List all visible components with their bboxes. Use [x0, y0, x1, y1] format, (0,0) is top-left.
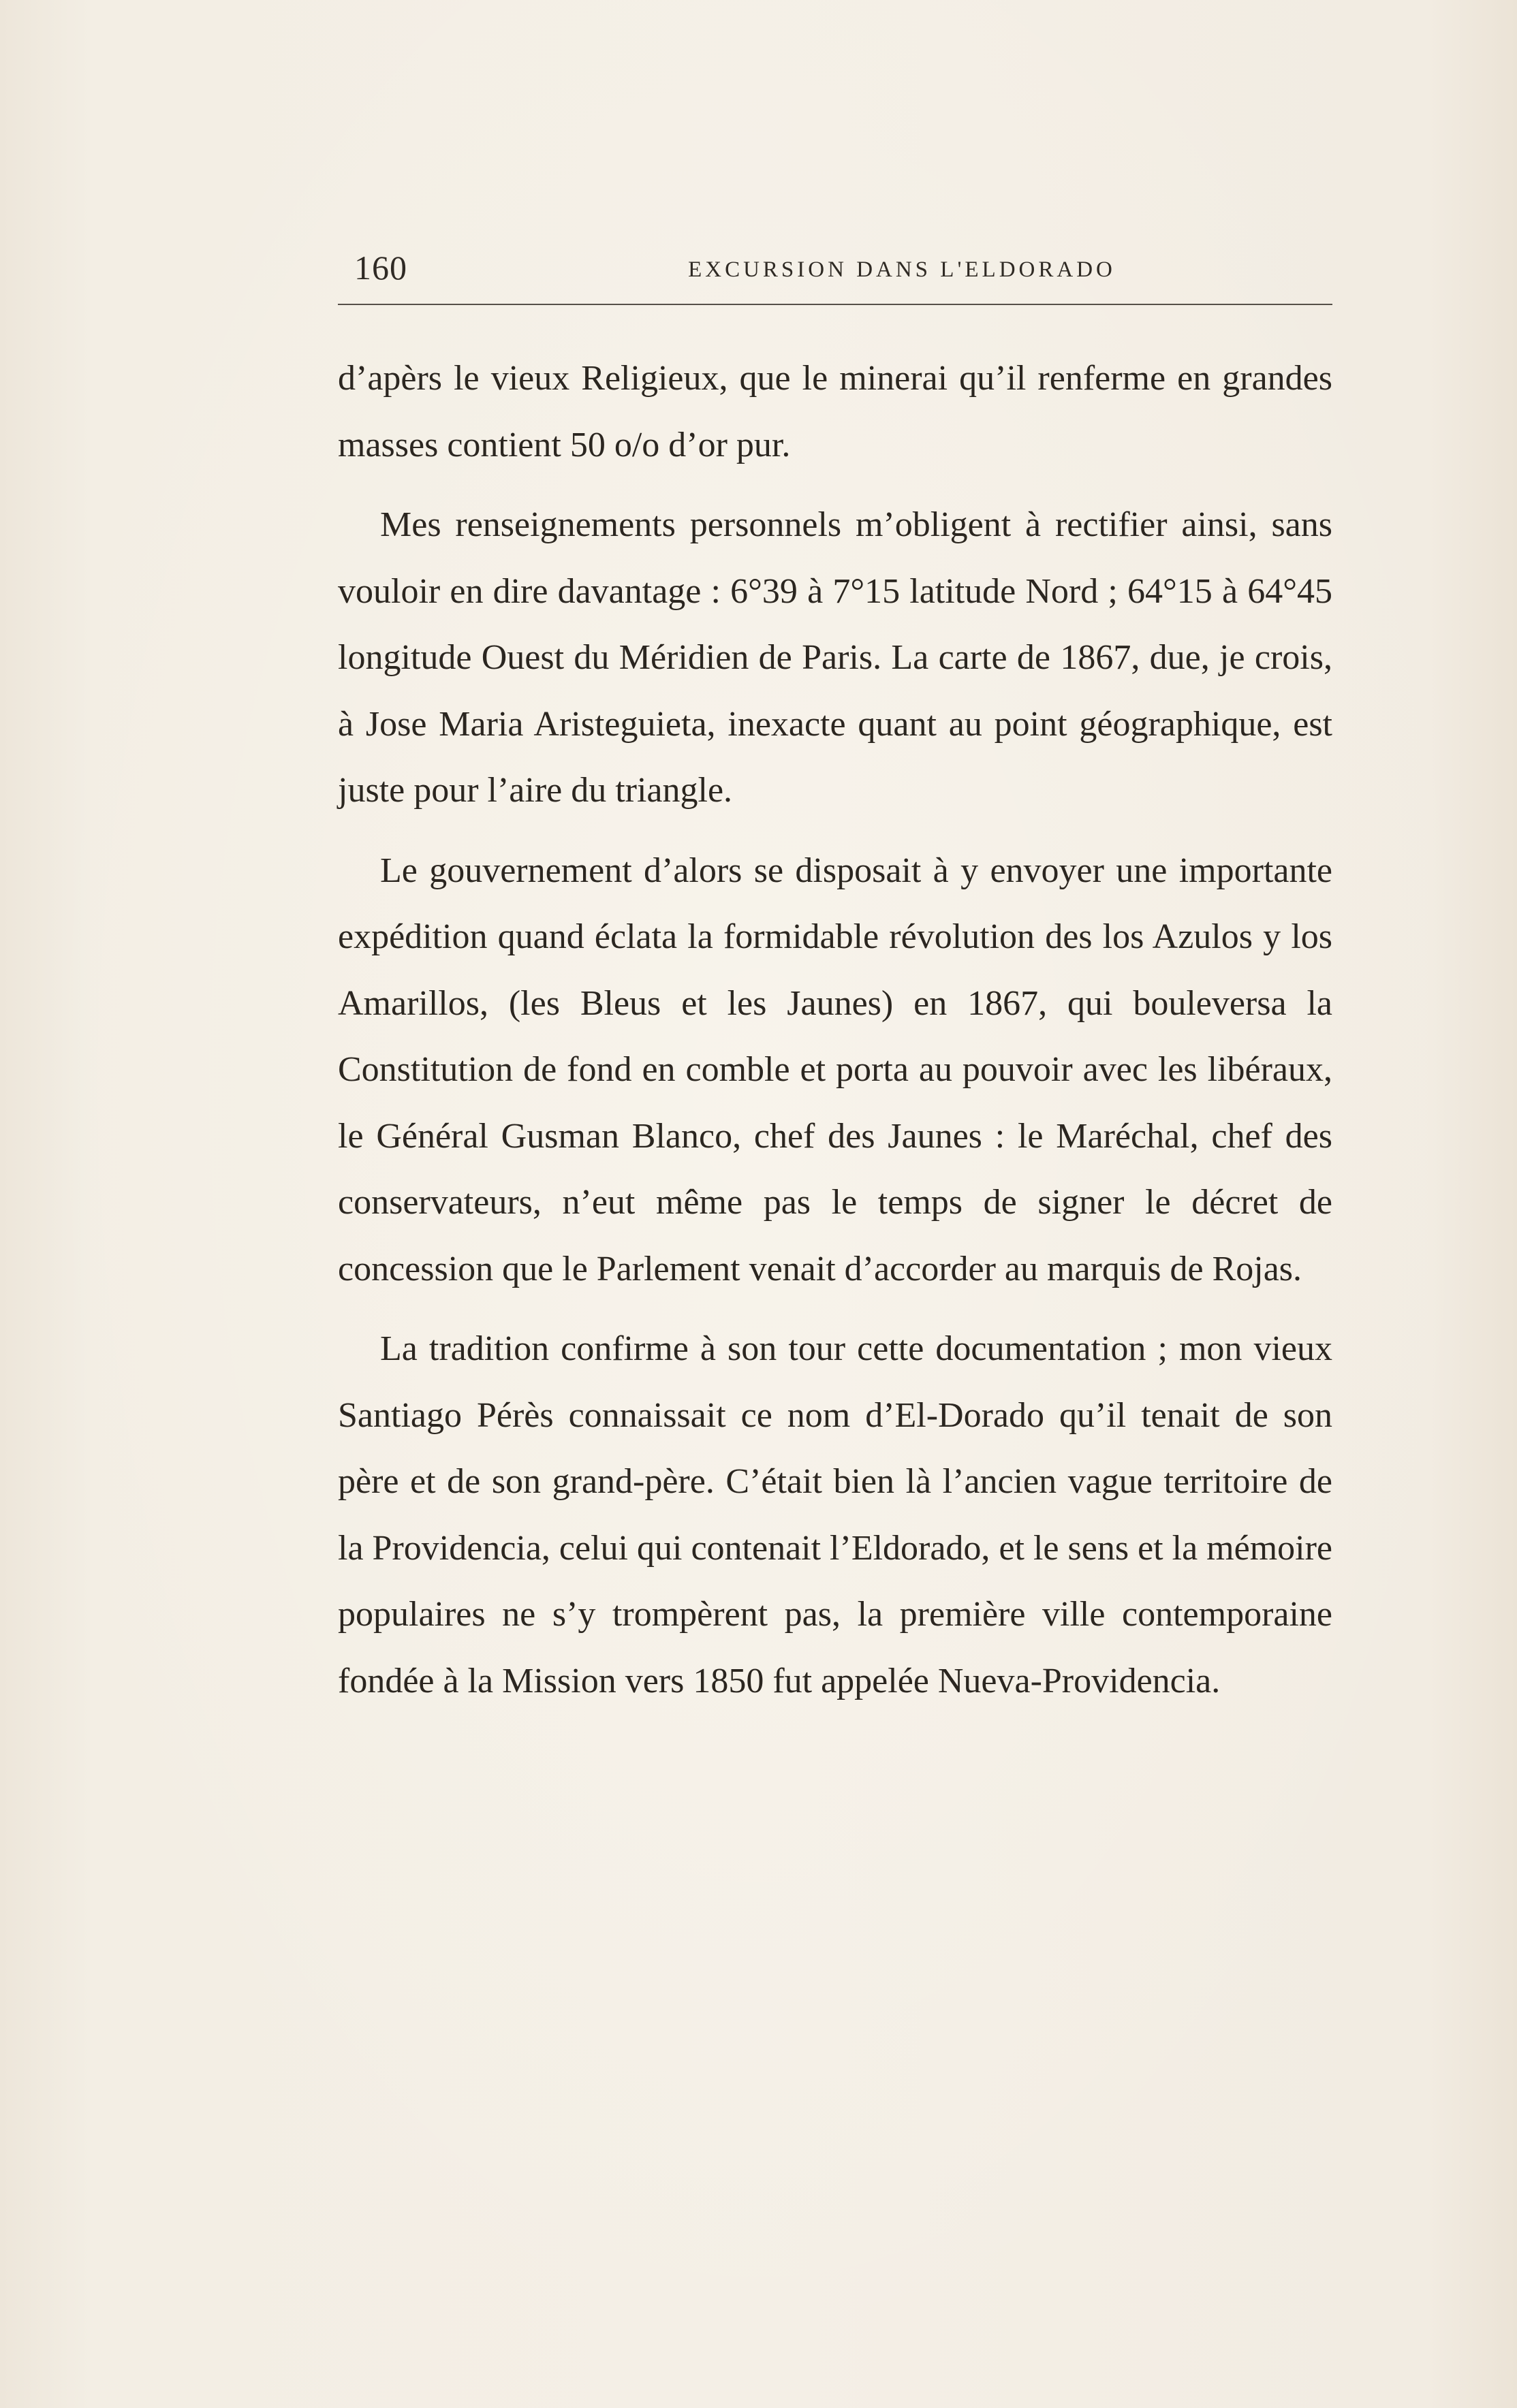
running-title: EXCURSION DANS L'ELDORADO [688, 257, 1116, 282]
page-number: 160 [354, 249, 407, 287]
page-header [338, 247, 1332, 295]
paragraph-coordinates: Mes renseignements personnels m’obligent à rectifier ainsi, sans vouloir en dire davantage : 6°39 à 7°15 latitude Nord ; 64°15 à 64°45 longitude Ouest du Méridien de Paris. La carte de 1867, due, je crois, à Jose Maria Aristeguieta, inexacte quant au point géographique, est juste pour l’aire du triangle. [338, 505, 1332, 810]
header-rule [338, 304, 1332, 305]
paragraph-continuation: d’apèrs le vieux Religieux, que le minerai qu’il renferme en grandes masses contient 50 o/o d’or pur. [338, 359, 1332, 464]
paragraph-revolution: Le gouvernement d’alors se disposait à y envoyer une importante expédition quand éclata la formidable révolution des los Azulos y los Amarillos, (les Bleus et les Jaunes) en 1867, qui bouleversa la Constitution de fond en comble et porta au pouvoir avec les libéraux, le Général Gusman Blanco, chef des Jaunes : le Maréchal, chef des conservateurs, n’eut même pas le temps de signer le décret de concession que le Parlement venait d’accorder au marquis de Rojas. [338, 851, 1332, 1288]
paragraph-tradition: La tradition confirme à son tour cette documentation ; mon vieux Santiago Pérès connaissait ce nom d’El-Dorado qu’il tenait de son père et de son grand-père. C’était bien là l’ancien vague territoire de la Providencia, celui qui contenait l’Eldorado, et le sens et la mémoire populaires ne s’y trompèrent pas, la première ville contemporaine fondée à la Mission vers 1850 fut appelée Nueva-Providencia. [338, 1329, 1332, 1700]
page-body [338, 345, 1332, 1714]
